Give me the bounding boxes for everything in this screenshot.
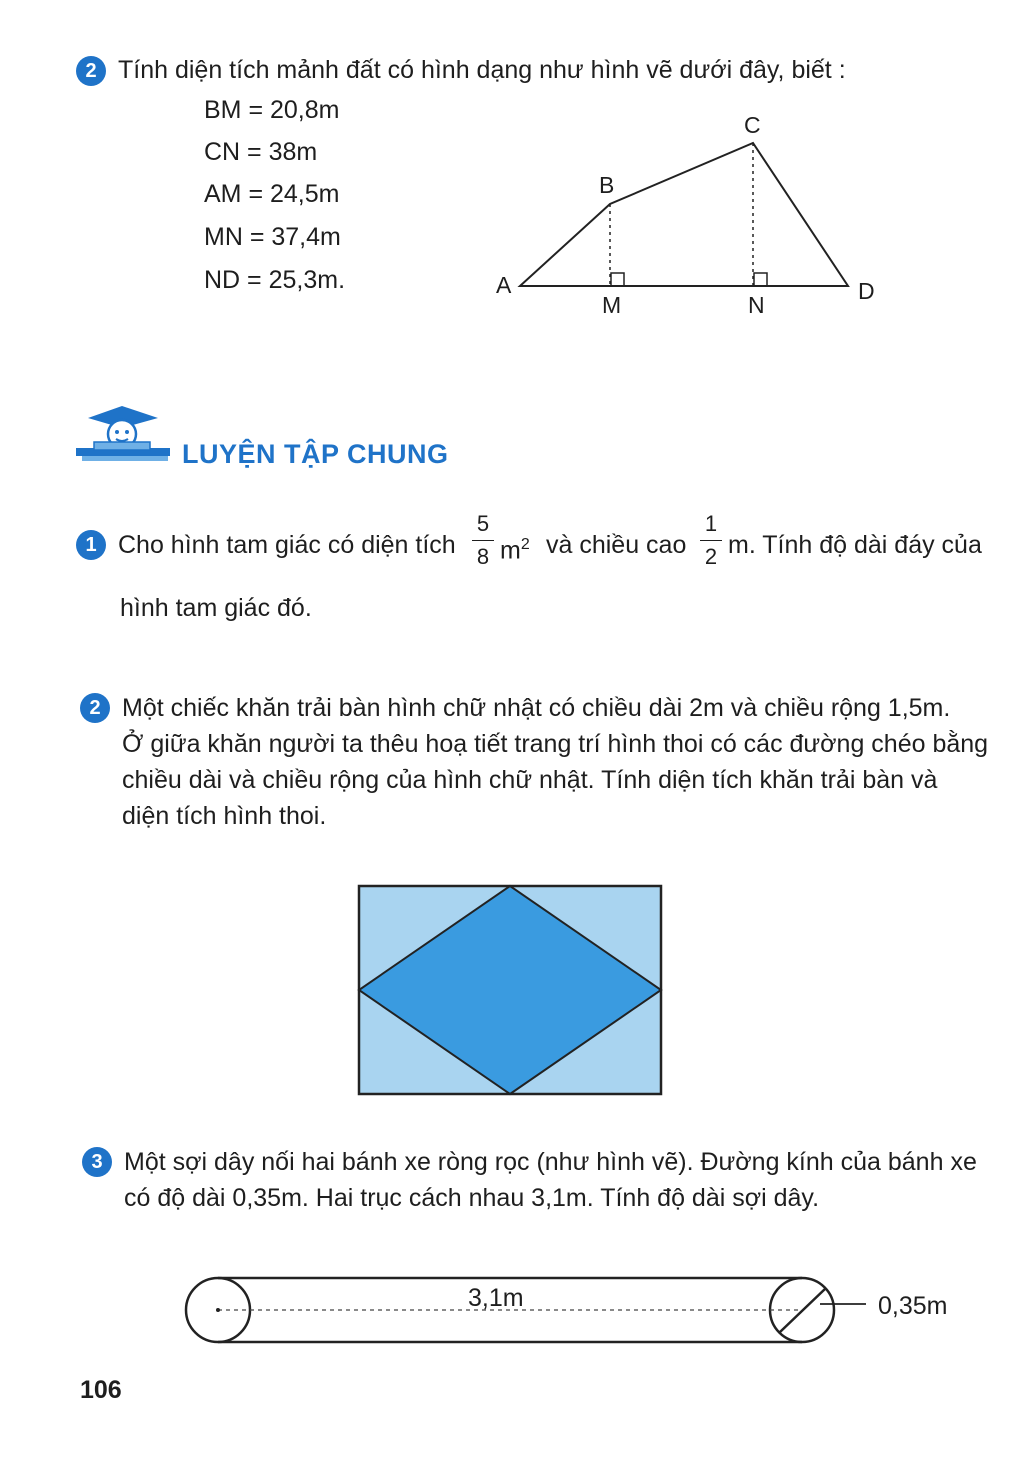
area-numerator: 5: [476, 511, 490, 536]
height-denominator: 2: [704, 544, 718, 569]
student-reading-icon: [74, 404, 174, 468]
exercise-3-badge: 3: [82, 1147, 112, 1177]
label-a: A: [496, 272, 512, 298]
exercise-1-badge: 1: [76, 530, 106, 560]
exercise-1-text-before: Cho hình tam giác có diện tích: [118, 531, 456, 559]
given-nd: ND = 25,3m.: [204, 266, 346, 294]
exercise-1-text-mid: và chiều cao: [546, 531, 687, 559]
area-unit: [500, 527, 530, 568]
label-d: D: [858, 278, 875, 304]
exercise-2-line-3: chiều dài và chiều rộng của hình chữ nhật. Tính diện tích khăn trải bàn và: [122, 766, 938, 794]
quadrilateral-figure: [0, 0, 1024, 400]
given-cn: CN = 38m: [204, 138, 318, 166]
diameter-label: 0,35m: [878, 1292, 948, 1320]
tablecloth-figure: [357, 884, 663, 1096]
area-exponent: 2: [520, 536, 530, 553]
distance-label: 3,1m: [468, 1284, 524, 1312]
problem-text: Tính diện tích mảnh đất có hình dạng như hình vẽ dưới đây, biết :: [118, 56, 846, 84]
label-c: C: [744, 112, 761, 138]
exercise-1-text-after: m. Tính độ dài đáy của: [728, 531, 982, 559]
given-mn: MN = 37,4m: [204, 223, 341, 251]
height-fraction: [700, 512, 722, 569]
exercise-3-line-2: có độ dài 0,35m. Hai trục cách nhau 3,1m. Tính độ dài sợi dây.: [124, 1184, 820, 1212]
area-denominator: 8: [476, 544, 490, 569]
label-b: B: [599, 172, 615, 198]
label-m: M: [602, 292, 622, 318]
area-fraction: [472, 512, 494, 569]
exercise-2-badge: 2: [80, 693, 110, 723]
area-unit-text: m: [500, 536, 521, 565]
exercise-2-line-4: diện tích hình thoi.: [122, 802, 327, 830]
given-am: AM = 24,5m: [204, 180, 340, 208]
exercise-2-line-2: Ở giữa khăn người ta thêu hoạ tiết trang trí hình thoi có các đường chéo bằng: [122, 730, 989, 758]
height-numerator: 1: [704, 511, 718, 536]
problem-number-badge: 2: [76, 56, 106, 86]
exercise-3-line-1: Một sợi dây nối hai bánh xe ròng rọc (như hình vẽ). Đường kính của bánh xe: [124, 1148, 977, 1176]
exercise-2-line-1: Một chiếc khăn trải bàn hình chữ nhật có chiều dài 2m và chiều rộng 1,5m.: [122, 694, 951, 722]
exercise-1-line-2: hình tam giác đó.: [120, 594, 312, 622]
label-n: N: [748, 292, 765, 318]
page-number: 106: [80, 1376, 122, 1404]
section-title: LUYỆN TẬP CHUNG: [182, 439, 449, 469]
given-bm: BM = 20,8m: [204, 96, 340, 124]
